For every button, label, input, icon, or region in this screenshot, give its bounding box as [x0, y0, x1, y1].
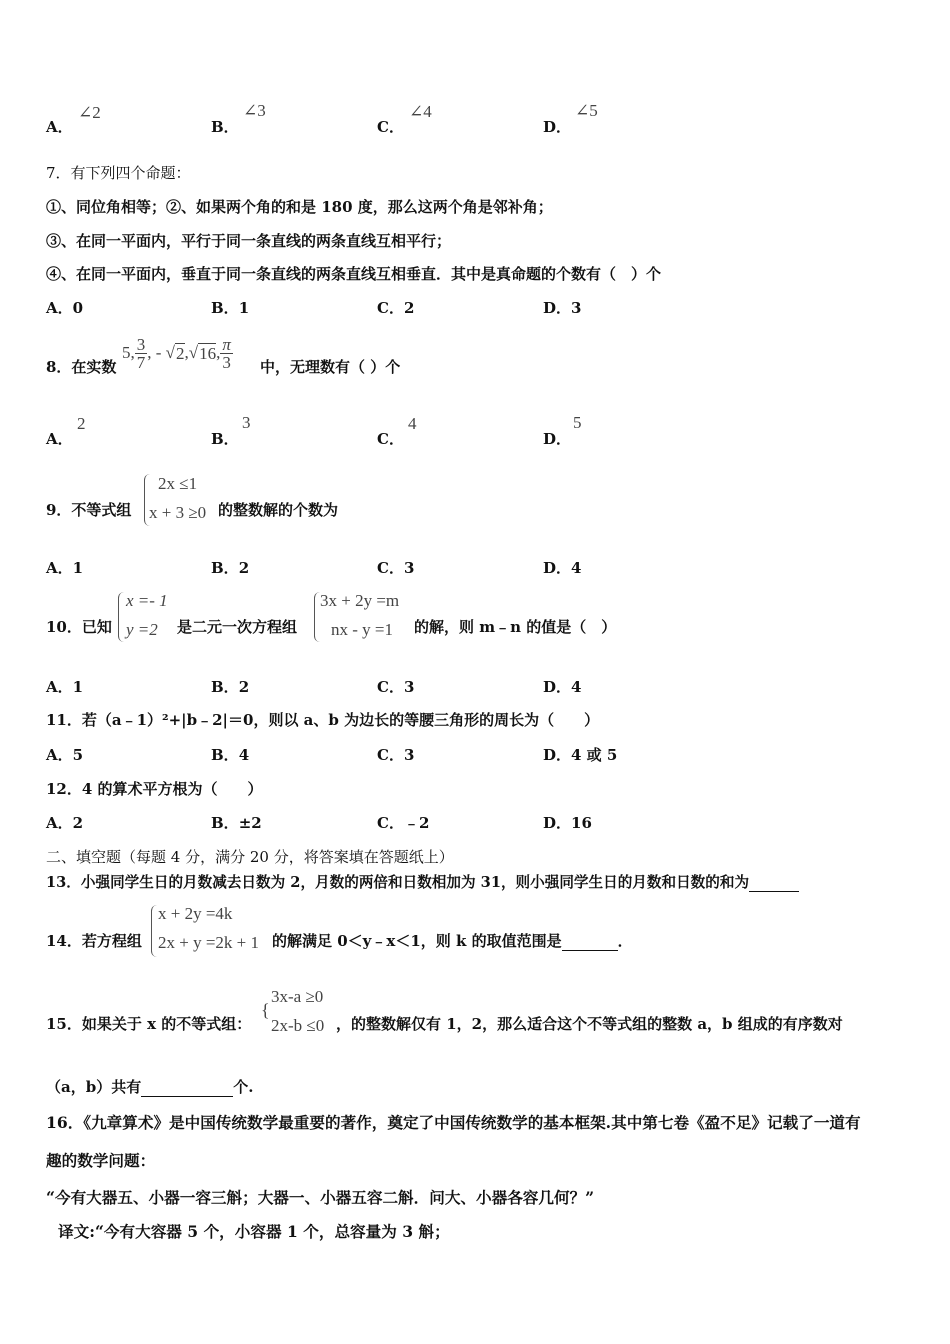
q8-option-d-value: 5 — [573, 413, 582, 432]
q12-option-a-label: A． — [46, 814, 73, 832]
q9-option-d-label: D． — [543, 559, 572, 577]
q10-prefix: 10．已知 — [46, 618, 112, 636]
q10-option-a-value: 1 — [72, 678, 84, 696]
q10-option-c-value: 3 — [403, 678, 415, 696]
q15-brace: { — [261, 1000, 270, 1020]
q10-solution-brace — [118, 592, 124, 642]
q13-answer-blank[interactable] — [749, 874, 799, 892]
q6-option-c-value: ∠4 — [409, 102, 432, 121]
q15-eq-1: 3x-a ≥0 — [271, 987, 324, 1006]
q7-option-a-value: 0 — [72, 299, 84, 317]
q6-option-a-label: A． — [46, 118, 73, 136]
q14-prefix: 14．若方程组 — [46, 932, 142, 950]
q7-line-3: ④、在同一平面内，垂直于同一条直线的两条直线互相垂直．其中是真命题的个数有（ ）个 — [46, 265, 662, 283]
q8-option-c-value: 4 — [408, 414, 417, 433]
q14-brace — [151, 905, 157, 957]
q15-prefix: 15．如果关于 x 的不等式组： — [46, 1015, 252, 1033]
q10-option-b-label: B． — [211, 678, 239, 696]
q16-line-4: 译文:“今有大容器 5 个，小容器 1 个，总容量为 3 斛； — [58, 1222, 450, 1241]
q9-prefix: 9．不等式组 — [46, 501, 132, 519]
q11-option-d-value: 4 或 5 — [571, 746, 618, 764]
q8-option-a-value: 2 — [77, 414, 86, 433]
q10-option-d-value: 4 — [571, 678, 582, 696]
q11-option-a-label: A． — [46, 746, 73, 764]
q8-suffix: 中，无理数有（ ）个 — [260, 358, 401, 376]
q10-solution-x: x =- 1 — [126, 591, 168, 610]
q10-option-d-label: D． — [543, 678, 572, 696]
q7-stem: 7．有下列四个命题： — [46, 164, 191, 182]
q9-option-b-label: B． — [211, 559, 239, 577]
q7-option-c-label: C． — [377, 299, 404, 317]
q7-option-a-label: A． — [46, 299, 73, 317]
q7-line-1: ①、同位角相等；②、如果两个角的和是 180 度，那么这两个角是邻补角； — [46, 198, 553, 216]
q8-fraction-pi-3: $\frac{\pi}{3}$ — [222, 334, 231, 372]
q10-eq-1: 3x + 2y =m — [320, 591, 400, 610]
section-2-heading: 二、填空题（每题 4 分，满分 20 分，将答案填在答题纸上） — [46, 848, 454, 866]
q13-text: 13．小强同学生日的月数减去日数为 2，月数的两倍和日数相加为 31，则小强同学生日的月数和日数的和为 — [46, 874, 750, 891]
q14-suffix: 的解满足 0＜y﹣x＜1，则 k 的取值范围是 — [272, 932, 562, 950]
q6-option-c-label: C． — [377, 118, 404, 136]
q11-option-d-label: D． — [543, 746, 572, 764]
q14-end: ． — [617, 932, 633, 950]
q9-eq-2: x + 3 ≥0 — [149, 503, 207, 522]
q12-option-c-value: ﹣2 — [403, 814, 430, 832]
q9-option-a-value: 1 — [72, 559, 84, 577]
q6-option-d-label: D． — [543, 118, 572, 136]
q14-stem-tail — [272, 930, 633, 951]
q11-option-c-label: C． — [377, 746, 404, 764]
q9-option-a-label: A． — [46, 559, 73, 577]
q7-option-b-label: B． — [211, 299, 239, 317]
q6-option-d-value: ∠5 — [575, 101, 598, 120]
q11-option-b-value: 4 — [238, 746, 250, 764]
q10-mid: 是二元一次方程组 — [177, 618, 298, 636]
q16-line-3: “今有大器五、小器一容三斛；大器一、小器五容二斛．问大、小器各容几何？” — [46, 1188, 595, 1207]
q11-stem: 11．若（a﹣1）²+|b﹣2|＝0，则以 a、b 为边长的等腰三角形的周长为（ ） — [46, 711, 600, 729]
q12-option-c-label: C． — [377, 814, 404, 832]
q9-option-c-value: 3 — [403, 559, 415, 577]
q15-line-2-prefix: （a，b）共有 — [46, 1078, 142, 1096]
q10-eq-2: nx - y =1 — [331, 620, 393, 639]
q6-option-b-label: B． — [211, 118, 239, 136]
q16-line-1: 16．《九章算术》是中国传统数学最重要的著作，奠定了中国传统数学的基本框架.其中第七卷《盈不足》记载了一道有 — [46, 1113, 861, 1132]
q6-option-b-value: ∠3 — [243, 101, 266, 120]
q14-answer-blank[interactable] — [562, 932, 618, 951]
q10-suffix: 的解，则 m﹣n 的值是（ ） — [414, 618, 617, 636]
q8-option-b-label: B． — [211, 430, 239, 448]
q8-prefix: 8．在实数 — [46, 358, 117, 376]
q6-option-a-value: ∠2 — [78, 103, 101, 122]
q15-line-2 — [46, 1076, 253, 1097]
q15-suffix: ，的整数解仅有 1，2，那么适合这个不等式组的整数 a，b 组成的有序数对 — [336, 1015, 843, 1033]
q8-num-five: 5, — [122, 343, 135, 362]
q12-stem: 12．4 的算术平方根为（ ） — [46, 780, 263, 798]
q15-eq-2: 2x-b ≤0 — [271, 1016, 325, 1035]
q12-option-b-value: ±2 — [238, 814, 262, 832]
q14-eq-2: 2x + y =2k + 1 — [158, 933, 260, 952]
q12-option-d-value: 16 — [571, 814, 592, 832]
q11-option-a-value: 5 — [72, 746, 84, 764]
q7-option-c-value: 2 — [403, 299, 415, 317]
q14-eq-1: x + 2y =4k — [158, 904, 233, 923]
q9-option-c-label: C． — [377, 559, 404, 577]
q12-option-d-label: D． — [543, 814, 572, 832]
q11-option-b-label: B． — [211, 746, 239, 764]
q7-option-d-value: 3 — [571, 299, 582, 317]
q9-option-b-value: 2 — [238, 559, 250, 577]
q8-sqrt-16: 16 — [199, 343, 217, 363]
q10-option-b-value: 2 — [238, 678, 250, 696]
q9-option-d-value: 4 — [571, 559, 582, 577]
q15-line-2-suffix: 个. — [233, 1078, 254, 1096]
q8-fraction-3-7: $\frac{3}{7}$ — [136, 334, 146, 372]
q12-option-a-value: 2 — [72, 814, 84, 832]
q9-suffix: 的整数解的个数为 — [218, 501, 339, 519]
q7-option-d-label: D． — [543, 299, 572, 317]
q8-sqrt-2: 2 — [176, 343, 185, 363]
q10-option-a-label: A． — [46, 678, 73, 696]
q7-line-2: ③、在同一平面内，平行于同一条直线的两条直线互相平行； — [46, 232, 452, 250]
q16-line-2: 趣的数学问题： — [46, 1151, 156, 1170]
q7-option-b-value: 1 — [238, 299, 250, 317]
q8-option-a-label: A． — [46, 430, 73, 448]
q12-option-b-label: B． — [211, 814, 239, 832]
q8-option-c-label: C． — [377, 430, 404, 448]
q10-solution-y: y =2 — [126, 620, 158, 639]
q8-option-b-value: 3 — [242, 413, 251, 432]
q9-eq-1: 2x ≤1 — [158, 474, 198, 493]
q8-option-d-label: D． — [543, 430, 572, 448]
q8-real-numbers: 5, $\frac{3}{7}$ , - √ 2 ,√ 16 , $\frac{\pi}{3}$ — [122, 334, 231, 372]
q15-answer-blank[interactable] — [141, 1078, 233, 1097]
q11-option-c-value: 3 — [403, 746, 415, 764]
q10-option-c-label: C． — [377, 678, 404, 696]
q8-neg: , - — [147, 343, 162, 362]
q13-stem — [46, 871, 799, 892]
